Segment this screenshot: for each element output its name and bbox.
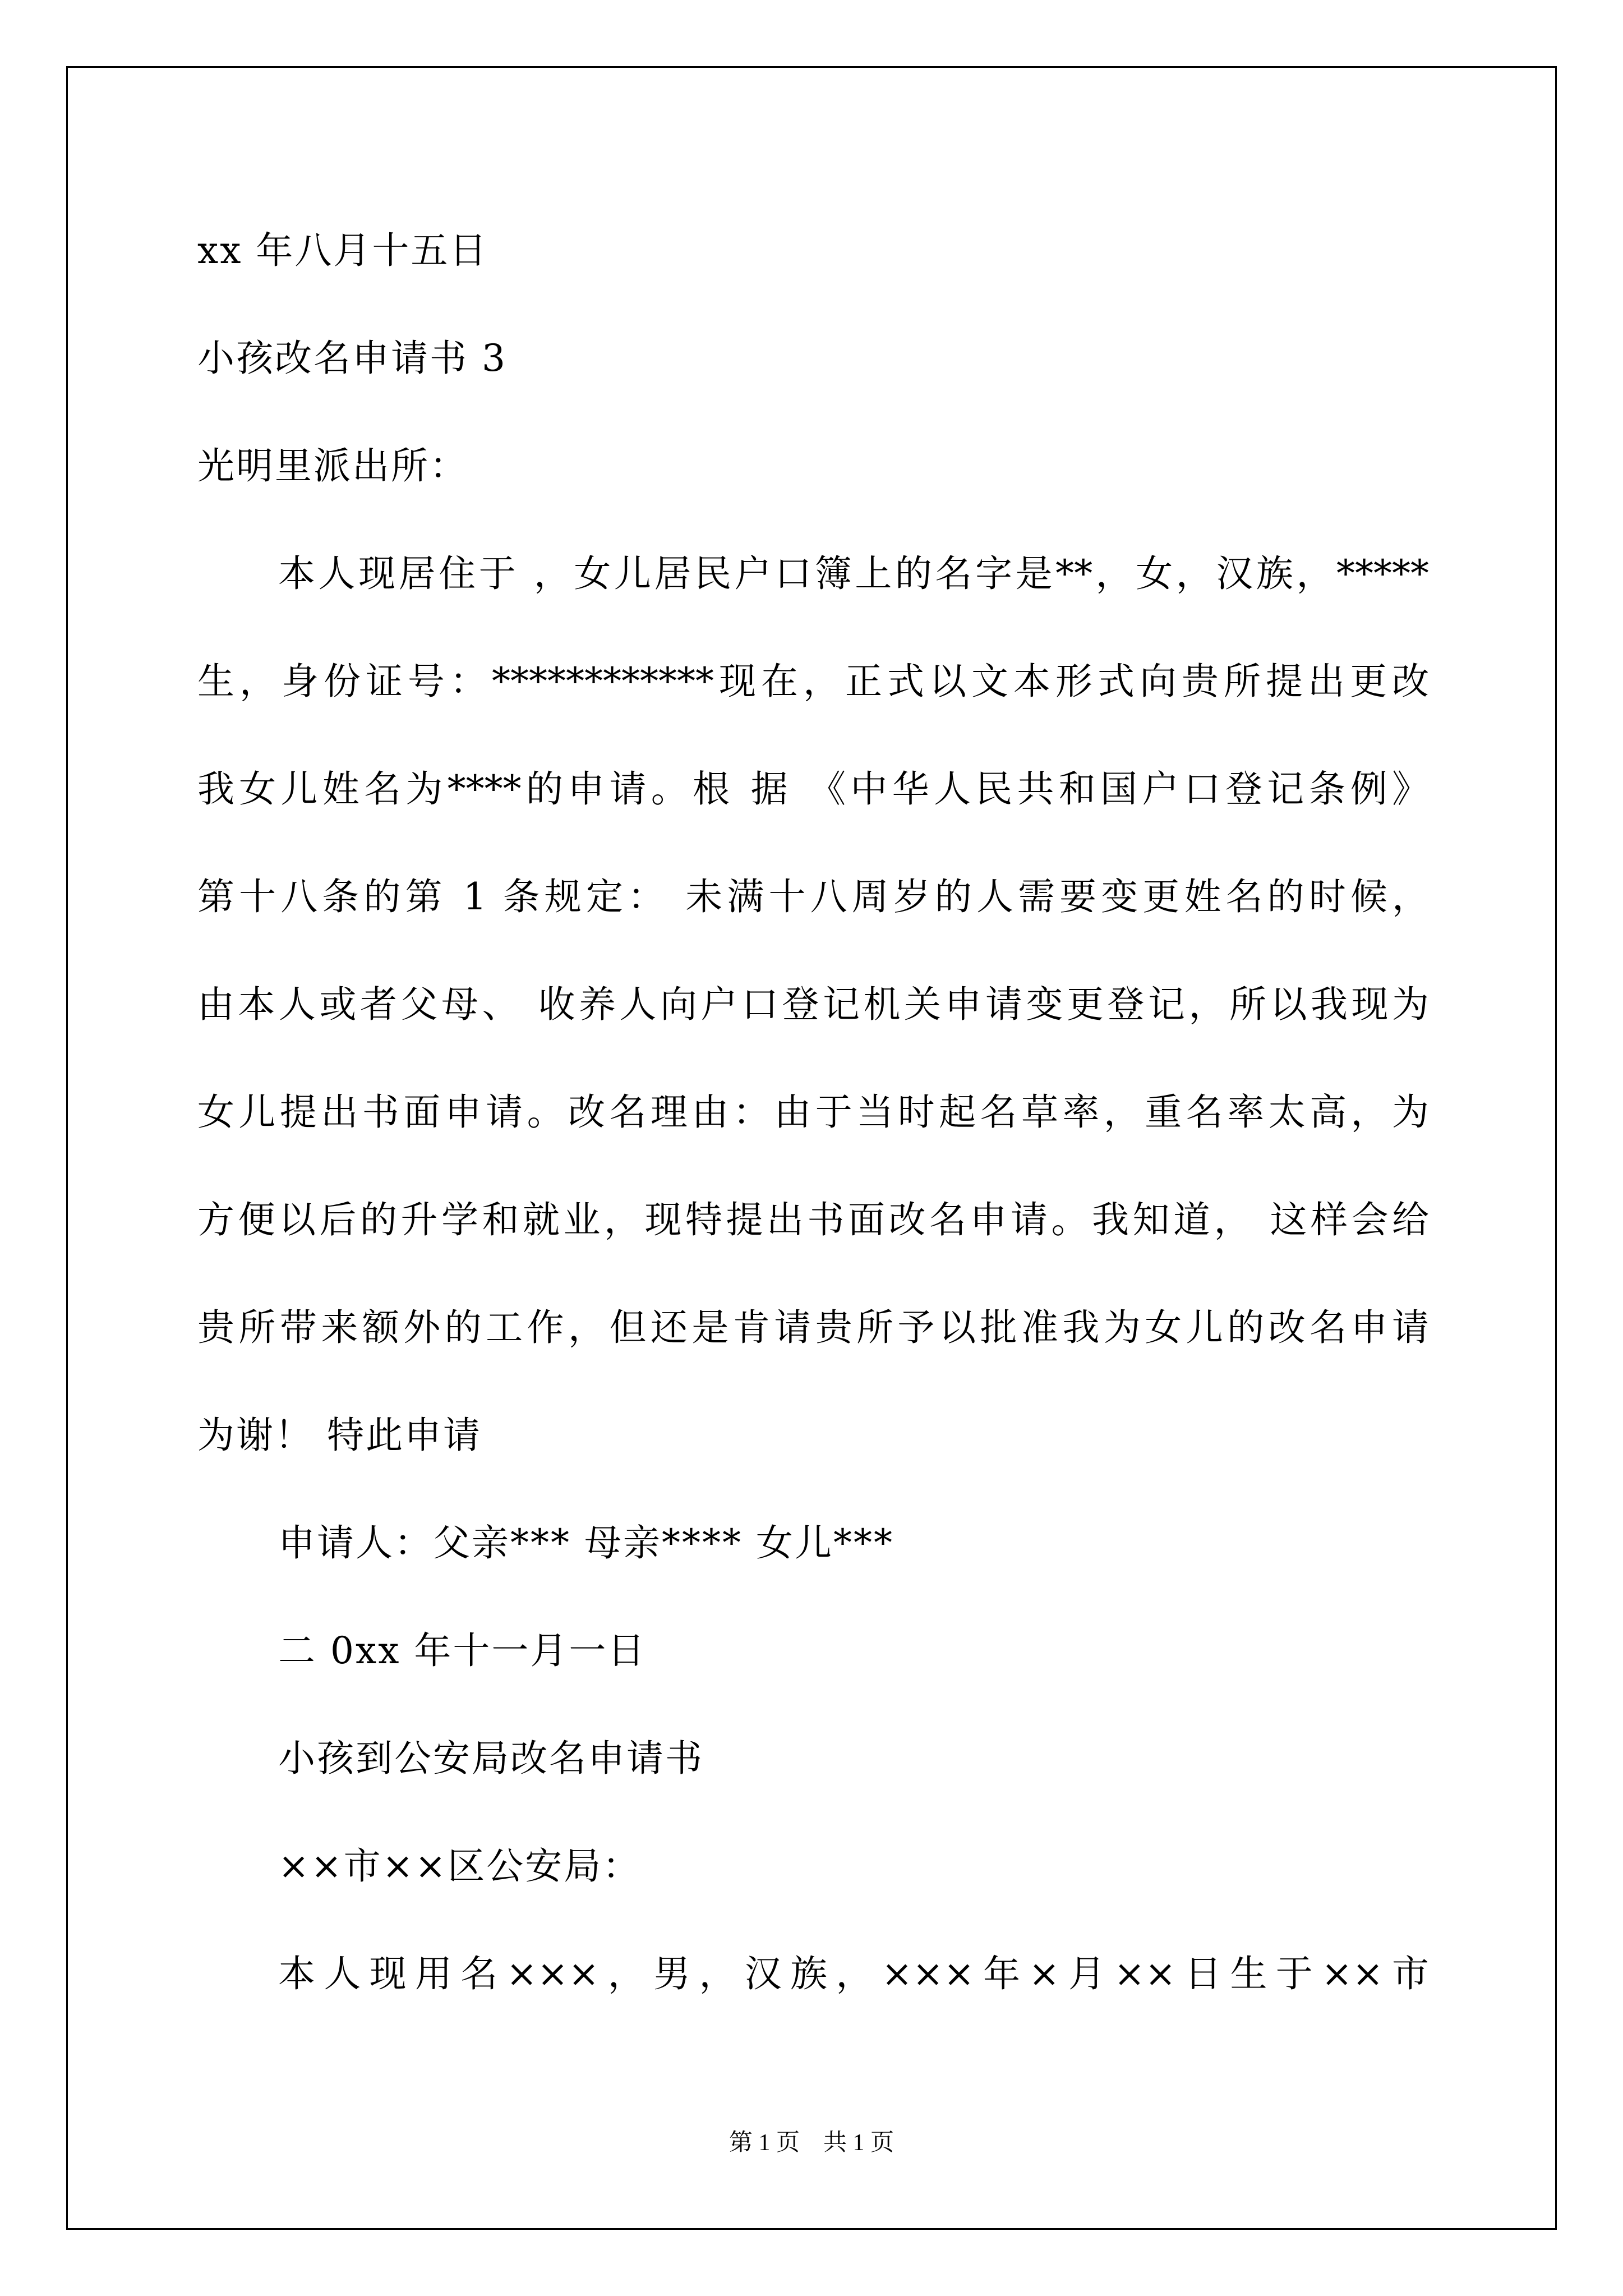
section-title: 小孩到公安局改名申请书 xyxy=(278,1737,704,1780)
body-paragraph-line: 女儿提出书面申请。改名理由：由于当时起名草率，重名率太高，为 xyxy=(197,1091,1429,1134)
document-title: 小孩改名申请书 3 xyxy=(197,337,507,380)
addressee: 光明里派出所： xyxy=(197,444,468,487)
body-paragraph-line: 方便以后的升学和就业，现特提出书面改名申请。我知道， 这样会给 xyxy=(197,1198,1429,1241)
body-paragraph-line: 贵所带来额外的工作，但还是肯请贵所予以批准我为女儿的改名申请 xyxy=(197,1306,1429,1349)
signature-date: 二 0xx 年十一月一日 xyxy=(278,1629,647,1672)
body-paragraph-line: 由本人或者父母、 收养人向户口登记机关申请变更登记，所以我现为 xyxy=(197,983,1429,1026)
body-paragraph-line: 第十八条的第 1 条规定： 未满十八周岁的人需要变更姓名的时候， xyxy=(197,875,1429,918)
applicants-line: 申请人：父亲*** 母亲**** 女儿*** xyxy=(278,1521,894,1565)
body-paragraph-line: 本人现居住于 ，女儿居民户口簿上的名字是**，女，汉族，***** xyxy=(278,552,1429,595)
date-line: xx 年八月十五日 xyxy=(197,229,488,272)
body-paragraph-line: 我女儿姓名为****的申请。根 据 《中华人民共和国户口登记条例》 xyxy=(197,767,1429,811)
body-paragraph-line: 生，身份证号：************现在，正式以文本形式向贵所提出更改 xyxy=(197,660,1429,703)
page-border xyxy=(66,66,1557,2230)
page-number: 第 1 页 共 1 页 xyxy=(728,2130,894,2156)
body-paragraph-line: 本人现用名×××，男，汉族，×××年×月××日生于××市 xyxy=(278,1952,1429,1995)
addressee: ××市××区公安局： xyxy=(278,1844,642,1888)
body-paragraph-closing: 为谢！ 特此申请 xyxy=(197,1414,482,1457)
